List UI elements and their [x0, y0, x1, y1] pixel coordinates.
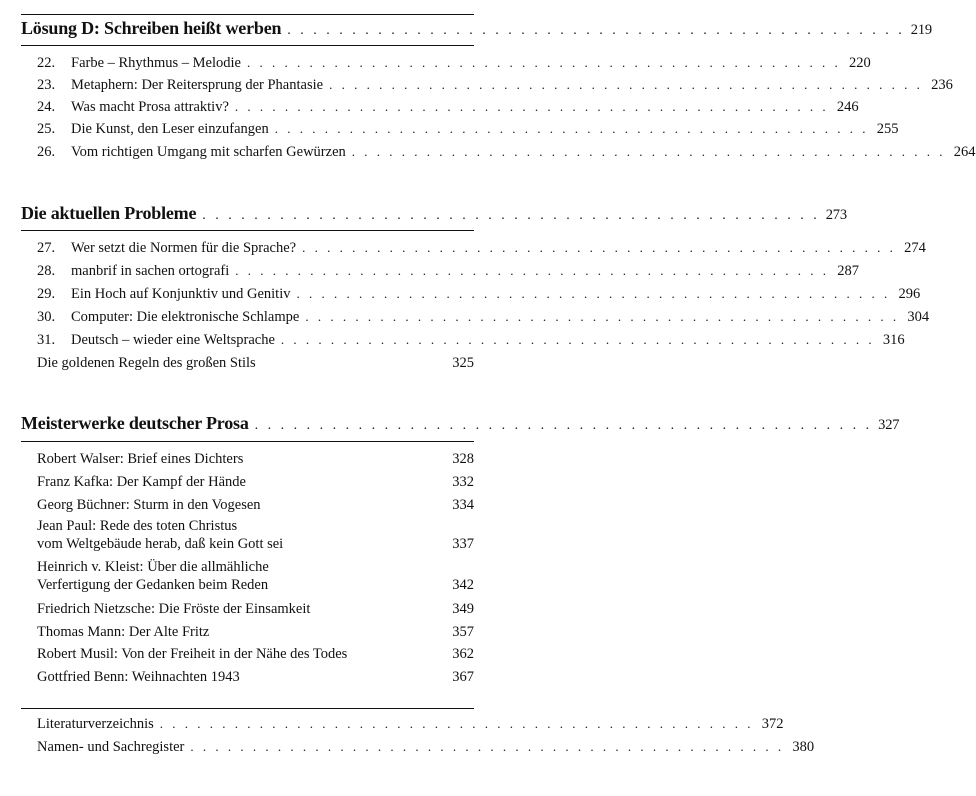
- entry-title: Franz Kafka: Der Kampf der Hände: [37, 474, 246, 490]
- toc-entry: [37, 262, 859, 280]
- toc-entry: [37, 76, 953, 94]
- entry-number: 31.: [37, 332, 56, 348]
- entry-title-continued: Verfertigung der Gedanken beim Reden: [37, 577, 269, 593]
- entry-page: 274: [904, 240, 926, 256]
- entry-page: 328: [452, 451, 474, 467]
- entry-page: 325: [452, 355, 474, 371]
- entry-number: 25.: [37, 121, 56, 137]
- leader-dots: . . . . . . . . . . . . . . . . . . . . . . . . . . . . . . . . . . . . . . . . . . . . . . . .: [190, 739, 785, 754]
- entry-page: 246: [836, 99, 859, 115]
- entry-page: 332: [452, 474, 474, 490]
- entry-page: 337: [452, 536, 474, 552]
- section-title: Lösung D: Schreiben heißt werben: [21, 18, 282, 38]
- entry-page: 362: [452, 646, 474, 662]
- section-title: Die aktuellen Probleme: [21, 203, 197, 223]
- entry-title: Jean Paul: Rede des toten Christus: [37, 518, 238, 534]
- entry-title: Robert Walser: Brief eines Dichters: [37, 451, 244, 467]
- entry-page: 316: [882, 332, 905, 348]
- section-rule: [21, 45, 474, 46]
- entry-title: Die Kunst, den Leser einzufangen: [71, 121, 269, 137]
- entry-number: 22.: [37, 55, 56, 71]
- leader-dots: . . . . . . . . . . . . . . . . . . . . . . . . . . . . . . . . . . . . . . . . . . . . . . . .: [280, 332, 875, 347]
- toc-entry: [37, 120, 899, 138]
- entry-title: Die goldenen Regeln des großen Stils: [37, 355, 256, 371]
- entry-title: Wer setzt die Normen für die Sprache?: [71, 240, 297, 256]
- toc-entry: [37, 715, 784, 733]
- entry-page: 372: [761, 716, 784, 732]
- section-heading: [21, 413, 900, 434]
- entry-title: Vom richtigen Umgang mit scharfen Gewürzen: [71, 144, 346, 160]
- toc-entry: [37, 517, 474, 553]
- entry-number: 28.: [37, 263, 56, 279]
- leader-dots: . . . . . . . . . . . . . . . . . . . . . . . . . . . . . . . . . . . . . . . . . . . . . . . .: [235, 263, 829, 278]
- entry-title: Friedrich Nietzsche: Die Fröste der Einsamkeit: [37, 601, 311, 617]
- entry-title: Thomas Mann: Der Alte Fritz: [37, 624, 210, 640]
- entry-title: Gottfried Benn: Weihnachten 1943: [37, 669, 240, 685]
- leader-dots: . . . . . . . . . . . . . . . . . . . . . . . . . . . . . . . . . . . . . . . . . . . . . . . .: [246, 55, 841, 70]
- leader-dots: . . . . . . . . . . . . . . . . . . . . . . . . . . . . . . . . . . . . . . . . . . . . . . . .: [305, 309, 900, 324]
- entry-page: 255: [876, 121, 899, 137]
- toc-entry: [37, 98, 859, 116]
- toc-entry: [37, 623, 474, 641]
- entry-page: 367: [452, 669, 474, 685]
- entry-title: Georg Büchner: Sturm in den Vogesen: [37, 497, 261, 513]
- entry-number: 26.: [37, 144, 56, 160]
- toc-entry: [37, 473, 474, 491]
- entry-page: 349: [452, 601, 474, 617]
- section-heading: [21, 203, 847, 224]
- entry-page: 357: [452, 624, 474, 640]
- section-page: 219: [910, 22, 932, 38]
- entry-title: Farbe – Rhythmus – Melodie: [71, 55, 241, 71]
- entry-title: Deutsch – wieder eine Weltsprache: [71, 332, 275, 348]
- entry-number: 24.: [37, 99, 56, 115]
- toc-entry: [37, 645, 474, 663]
- leader-dots: . . . . . . . . . . . . . . . . . . . . . . . . . . . . . . . . . . . . . . . . . . . . . . . .: [234, 99, 829, 114]
- toc-entry: [37, 496, 474, 514]
- entry-title: Robert Musil: Von der Freiheit in der Nähe des Todes: [37, 646, 348, 662]
- toc-entry: [37, 239, 926, 257]
- entry-title: Metaphern: Der Reitersprung der Phantasie: [71, 77, 324, 93]
- leader-dots: . . . . . . . . . . . . . . . . . . . . . . . . . . . . . . . . . . . . . . . . . . . . . . . .: [254, 418, 873, 433]
- toc-entry: [37, 450, 474, 468]
- section-rule: [21, 708, 474, 709]
- leader-dots: . . . . . . . . . . . . . . . . . . . . . . . . . . . . . . . . . . . . . . . . . . . . . . . .: [202, 208, 820, 223]
- entry-page: 287: [837, 263, 859, 279]
- entry-title: manbrif in sachen ortografi: [71, 263, 230, 279]
- entry-page: 380: [792, 739, 815, 755]
- entry-title-continued: vom Weltgebäude herab, daß kein Gott sei: [37, 536, 284, 552]
- entry-page: 304: [907, 309, 930, 325]
- entry-title: Heinrich v. Kleist: Über die allmähliche: [37, 559, 269, 575]
- entry-page: 264: [953, 144, 976, 160]
- entry-title: Namen- und Sachregister: [37, 739, 185, 755]
- toc-entry: [37, 54, 871, 72]
- entry-number: 23.: [37, 77, 56, 93]
- leader-dots: . . . . . . . . . . . . . . . . . . . . . . . . . . . . . . . . . . . . . . . . . . . . . . . .: [274, 121, 869, 136]
- entry-title: Ein Hoch auf Konjunktiv und Genitiv: [71, 286, 291, 302]
- leader-dots: . . . . . . . . . . . . . . . . . . . . . . . . . . . . . . . . . . . . . . . . . . . . . . . .: [159, 716, 754, 731]
- entry-page: 342: [452, 577, 474, 593]
- section-rule: [21, 230, 474, 231]
- entry-title-block: [37, 517, 283, 553]
- leader-dots: . . . . . . . . . . . . . . . . . . . . . . . . . . . . . . . . . . . . . . . . . . . . . . . .: [287, 23, 905, 38]
- section-heading: [21, 18, 932, 39]
- section-rule: [21, 14, 474, 15]
- toc-entry: [37, 738, 815, 756]
- section-page: 327: [878, 417, 900, 433]
- toc-entry: [37, 354, 474, 372]
- toc-entry: [37, 143, 976, 161]
- leader-dots: . . . . . . . . . . . . . . . . . . . . . . . . . . . . . . . . . . . . . . . . . . . . . . . .: [296, 286, 891, 301]
- entry-number: 30.: [37, 309, 56, 325]
- toc-entry: [37, 558, 474, 594]
- toc-entry: [37, 308, 930, 326]
- toc-entry: [37, 331, 905, 349]
- entry-number: 27.: [37, 240, 56, 256]
- toc-entry: [37, 600, 474, 618]
- entry-title-block: [37, 558, 269, 594]
- entry-number: 29.: [37, 286, 56, 302]
- entry-page: 220: [848, 55, 871, 71]
- leader-dots: . . . . . . . . . . . . . . . . . . . . . . . . . . . . . . . . . . . . . . . . . . . . . . . .: [329, 77, 923, 92]
- section-rule: [21, 441, 474, 442]
- leader-dots: . . . . . . . . . . . . . . . . . . . . . . . . . . . . . . . . . . . . . . . . . . . . . . . .: [351, 144, 946, 159]
- leader-dots: . . . . . . . . . . . . . . . . . . . . . . . . . . . . . . . . . . . . . . . . . . . . . . . .: [302, 240, 896, 255]
- entry-title: Literaturverzeichnis: [37, 716, 154, 732]
- entry-page: 334: [452, 497, 474, 513]
- entry-page: 296: [898, 286, 921, 302]
- toc-entry: [37, 285, 921, 303]
- section-title: Meisterwerke deutscher Prosa: [21, 413, 249, 433]
- entry-page: 236: [931, 77, 953, 93]
- section-page: 273: [825, 207, 847, 223]
- toc-entry: [37, 668, 474, 686]
- entry-title: Computer: Die elektronische Schlampe: [71, 309, 300, 325]
- entry-title: Was macht Prosa attraktiv?: [71, 99, 229, 115]
